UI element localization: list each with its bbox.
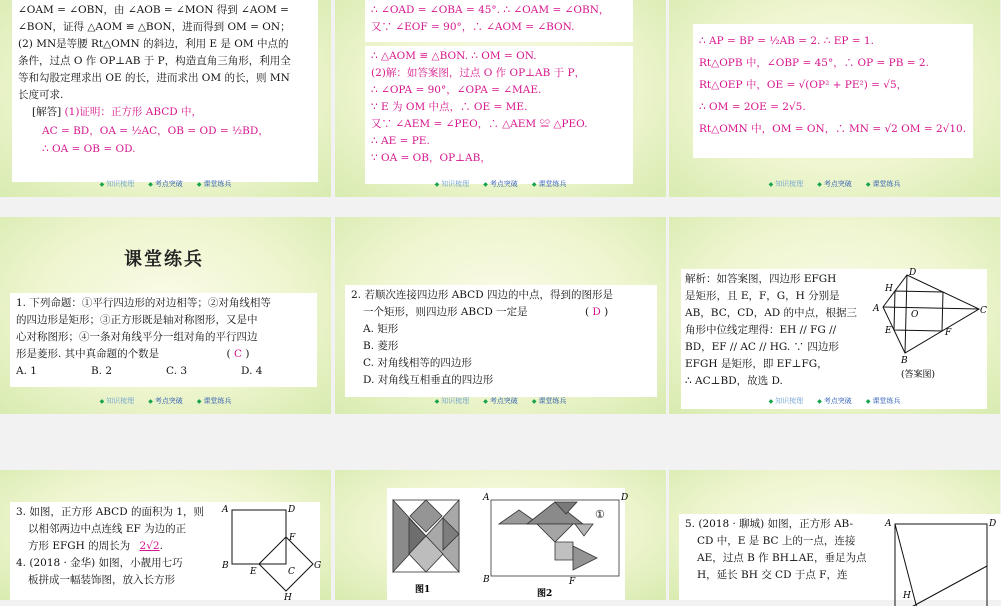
option-a: A. 矩形: [363, 323, 399, 335]
text-line: 一个矩形，则四边形 ABCD 一定是: [363, 306, 528, 318]
slide-nav: [335, 396, 666, 406]
slide-2[interactable]: [335, 0, 666, 197]
text-line: 条件，过点 O 作 OP⊥AB 于 P，构造直角三角形，利用全: [18, 55, 291, 67]
text-line: ∴ OM = 2OE = 2√5.: [699, 101, 806, 113]
point-label: B: [901, 356, 908, 366]
text-line: ∴ AE = PE.: [371, 135, 430, 147]
nav-exam-points[interactable]: ◆ 考点突破: [817, 396, 852, 406]
point-label: B: [222, 561, 229, 571]
point-label: H: [885, 284, 893, 294]
text-line: AB，BC，CD，AD 的中点，根据三: [685, 307, 858, 319]
text-line: 1. 下列命题：①平行四边形的对边相等；②对角线相等: [16, 297, 271, 309]
slide-3[interactable]: [669, 0, 1000, 197]
point-label: H: [903, 591, 911, 601]
option-c: C. 对角线相等的四边形: [363, 357, 472, 369]
option-d: D. 4: [241, 365, 263, 377]
diagram-caption: (答案图): [901, 370, 936, 380]
text-line: Rt△OMN 中，OM = ON，∴ MN = √2 OM = 2√10.: [699, 123, 967, 135]
square-diagram: [216, 502, 322, 603]
point-label: F: [569, 577, 576, 587]
text-line: 是矩形，且 E，F，G，H 分别是: [685, 290, 840, 302]
text-line: 板拼成一幅装饰图，放入长方形: [28, 574, 175, 586]
option-c: C. 3: [166, 365, 188, 377]
point-label: D: [621, 493, 629, 503]
text-line: AC = BD，OA = ½AC，OB = OD = ½BD，: [42, 125, 269, 137]
text-line: 4. (2018 · 金华) 如图，小靓用七巧: [16, 557, 183, 569]
text-line: (2)解：如答案图，过点 O 作 OP⊥AB 于 P，: [371, 67, 586, 79]
nav-knowledge[interactable]: ◆ 知识梳理: [100, 179, 135, 189]
text-line: 长度可求.: [18, 89, 64, 101]
point-label: O: [911, 310, 919, 320]
solution-card-top: [365, 0, 633, 42]
text-line: ∠OAM = ∠OBN，由 ∠AOB = ∠MON 得到 ∠AOM =: [18, 4, 289, 16]
solution-card: [693, 24, 973, 158]
slide-nav: [0, 179, 331, 189]
text-line: ∴ OA = OB = OD.: [42, 143, 136, 155]
text-line: 的四边形是矩形；③正方形既是轴对称图形，又是中: [16, 314, 258, 326]
figure-label: 图2: [537, 589, 553, 599]
point-label: C: [288, 567, 295, 577]
slide-4[interactable]: [0, 217, 331, 414]
option-a: A. 1: [16, 365, 37, 377]
point-label: D: [288, 505, 296, 515]
point-label: E: [250, 567, 257, 577]
text-line: (2) MN是等腰 Rt△OMN 的斜边，利用 E 是 OM 中点的: [18, 38, 289, 50]
text-line: 又∵ ∠AEM = ∠PEO，∴ △AEM ≌ △PEO.: [371, 118, 588, 130]
nav-practice[interactable]: ◆ 课堂练兵: [866, 396, 901, 406]
option-d: D. 对角线互相垂直的四边形: [363, 374, 494, 386]
question-card: [679, 514, 1001, 600]
slide-8[interactable]: [335, 470, 666, 600]
text-line: H，延长 BH 交 CD 于点 F，连: [697, 569, 848, 581]
text-line: Rt△OEP 中，OE = √(OP² + PE²) = √5，: [699, 79, 908, 91]
section-title: 课堂练兵: [124, 249, 204, 270]
text-line: 方形 EFGH 的周长为: [28, 540, 131, 552]
slide-nav: [669, 179, 1000, 189]
text-line: ∵ OA = OB，OP⊥AB，: [371, 152, 491, 164]
point-label: H: [284, 593, 292, 603]
slide-5[interactable]: [335, 217, 666, 414]
point-label: F: [289, 533, 296, 543]
tangram-figures: [387, 488, 629, 600]
point-label: A: [885, 519, 892, 529]
text-line: 2. 若顺次连接四边形 ABCD 四边的中点，得到的图形是: [351, 289, 613, 301]
nav-exam-points[interactable]: ◆ 考点突破: [148, 396, 183, 406]
option-b: B. 菱形: [363, 340, 399, 352]
text-line: 等和勾股定理求出 OE 的长，进而求出 OM 的长，则 MN: [18, 72, 290, 84]
slide-9[interactable]: [669, 470, 1000, 600]
text-line: Rt△OPB 中，∠OBP = 45°，∴ OP = PB = 2.: [699, 57, 929, 69]
slide-nav: [335, 179, 666, 189]
option-b: B. 2: [90, 365, 113, 377]
text-line: ∴ △AOM ≌ △BON. ∴ OM = ON.: [371, 50, 537, 62]
text-line: 又∵ ∠EOF = 90°，∴ ∠AOM = ∠BON.: [371, 21, 575, 33]
slide-6[interactable]: [669, 217, 1000, 414]
text-line: ∴ AC⊥BD，故选 D.: [685, 375, 783, 387]
nav-practice[interactable]: ◆ 课堂练兵: [532, 396, 567, 406]
nav-practice[interactable]: ◆ 课堂练兵: [197, 179, 232, 189]
answer-label: [解答]: [32, 106, 62, 118]
text-line: AE，过点 B 作 BH⊥AE，垂足为点: [697, 552, 867, 564]
text-line: BD，EF // AC // HG. ∵ 四边形: [685, 341, 839, 353]
text-line: 解析：如答案图，四边形 EFGH: [685, 273, 837, 285]
figure-label: 图1: [415, 585, 431, 595]
slide-nav: [0, 396, 331, 406]
text-line: 心对称图形；④一条对角线平分一组对角的平行四边: [16, 331, 258, 343]
text-line: ∴ ∠OAD = ∠OBA = 45°. ∴ ∠OAM = ∠OBN，: [371, 4, 610, 16]
question-card: 1. 下列命题：①平行四边形的对边相等；②对角线相等 的四边形是矩形；③正方形既是轴对称图形，又是中 心对称图形；④一条对角线平分一组对角的平行四边 形是菱形. 其中真命题的个数是 ( C ) A. 1 B. 2 C. 3 D. 4: [10, 293, 317, 387]
text-line: CD 中，E 是 BC 上的一点，连接: [697, 535, 856, 547]
text-line: 形是菱形. 其中真命题的个数是: [16, 348, 160, 360]
answer-diagram: [871, 269, 985, 381]
nav-exam-points[interactable]: ◆ 考点突破: [483, 396, 518, 406]
point-label: G: [314, 561, 322, 571]
text-line: (1)证明：正方形 ABCD 中，: [64, 106, 203, 118]
text-line: EFGH 是矩形，即 EF⊥FG，: [685, 358, 828, 370]
point-label: E: [885, 326, 892, 336]
analysis-card: [681, 269, 987, 409]
text-line: 3. 如图，正方形 ABCD 的面积为 1，则: [16, 506, 204, 518]
point-label: F: [945, 328, 952, 338]
point-label: A: [873, 304, 880, 314]
nav-knowledge[interactable]: ◆ 知识梳理: [435, 179, 470, 189]
text-line: 角形中位线定理得：EH // FG //: [685, 324, 837, 336]
slide-1[interactable]: [0, 0, 331, 197]
point-label: C: [980, 306, 987, 316]
square-diagram: [881, 514, 1001, 600]
point-label: D: [909, 268, 917, 278]
point-label: A: [483, 493, 490, 503]
point-label: B: [483, 575, 490, 585]
text-line: ∴ AP = BP = ½AB = 2. ∴ EP = 1.: [699, 35, 874, 47]
text-line: ∴ ∠OPA = 90°，∠OPA = ∠MAE.: [371, 84, 542, 96]
question-card: 3. 如图，正方形 ABCD 的面积为 1，则 以相邻两边中点连线 EF 为边的正 方形 EFGH 的周长为 2√2. 4. (2018 · 金华) 如图，小靓用七巧 板拼成一幅装饰图，放入长方形 A D F B E C G H: [10, 502, 320, 600]
nav-exam-points[interactable]: ◆ 考点突破: [148, 179, 183, 189]
nav-knowledge[interactable]: ◆ 知识梳理: [769, 179, 804, 189]
text-line: 5. (2018 · 聊城) 如图，正方形 AB-: [685, 518, 853, 530]
slide-nav: [669, 396, 1000, 406]
text-line: ∠BON，证得 △AOM ≌ △BON，进而得到 OM = ON；: [18, 21, 291, 33]
nav-exam-points[interactable]: ◆ 考点突破: [483, 179, 518, 189]
nav-practice[interactable]: ◆ 课堂练兵: [197, 396, 232, 406]
text-line: 以相邻两边中点连线 EF 为边的正: [28, 523, 187, 535]
nav-practice[interactable]: ◆ 课堂练兵: [866, 179, 901, 189]
point-label: A: [222, 505, 229, 515]
question-card: 2. 若顺次连接四边形 ABCD 四边的中点，得到的图形是 一个矩形，则四边形 ABCD 一定是 ( D ) A. 矩形 B. 菱形 C. 对角线相等的四边形 D. 对角线互相垂直的四边形: [345, 285, 657, 397]
figure-card: [387, 488, 629, 600]
slide-7[interactable]: [0, 470, 331, 603]
answer-blank: 2√2: [139, 540, 160, 552]
nav-practice[interactable]: ◆ 课堂练兵: [532, 179, 567, 189]
answer-choice: C: [233, 348, 243, 360]
text-line: ∵ E 为 OM 中点，∴ OE = ME.: [371, 101, 528, 113]
answer-choice: D: [592, 306, 601, 318]
solution-card-bottom: [365, 46, 633, 184]
solution-card: [12, 0, 318, 182]
region-marker: ①: [595, 508, 605, 521]
point-label: D: [989, 519, 997, 529]
nav-knowledge[interactable]: ◆ 知识梳理: [100, 396, 135, 406]
nav-knowledge[interactable]: ◆ 知识梳理: [769, 396, 804, 406]
nav-knowledge[interactable]: ◆ 知识梳理: [435, 396, 470, 406]
nav-exam-points[interactable]: ◆ 考点突破: [817, 179, 852, 189]
